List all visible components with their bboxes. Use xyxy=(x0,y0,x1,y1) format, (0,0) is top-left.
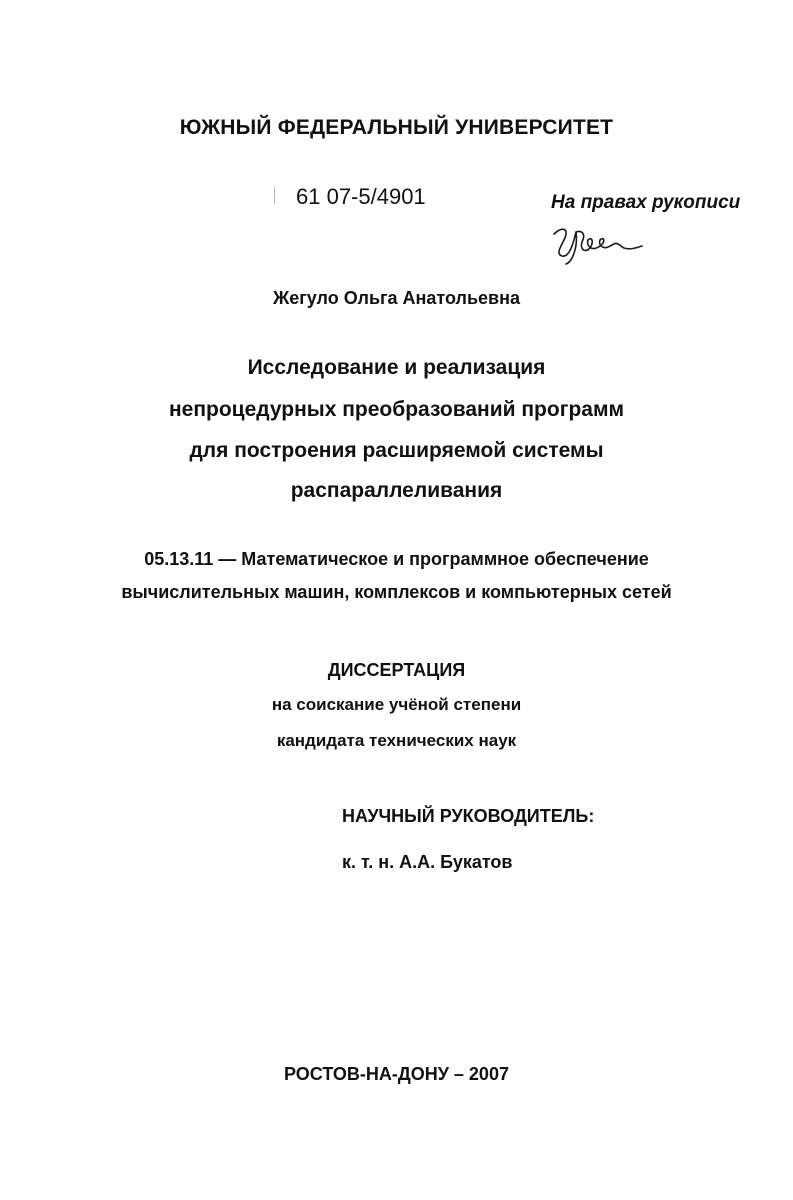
degree-line: кандидата технических наук xyxy=(276,731,517,750)
supervisor-name: к. т. н. А.А. Букатов xyxy=(342,852,513,872)
scan-artifact-mark xyxy=(274,186,275,204)
manuscript-rights-note: На правах рукописи xyxy=(551,192,741,213)
specialty-line: 05.13.11 — Математическое и программное обеспечение xyxy=(144,549,649,569)
university-name: ЮЖНЫЙ ФЕДЕРАЛЬНЫЙ УНИВЕРСИТЕТ xyxy=(179,116,614,139)
city-year: РОСТОВ-НА-ДОНУ – 2007 xyxy=(284,1064,509,1084)
title-line: Исследование и реализация xyxy=(247,356,546,379)
document-type: ДИССЕРТАЦИЯ xyxy=(327,660,466,680)
title-line: для построения расширяемой системы xyxy=(189,439,604,462)
catalog-number: 61 07-5/4901 xyxy=(296,184,426,209)
author-name: Жегуло Ольга Анатольевна xyxy=(273,288,520,308)
degree-line: на соискание учёной степени xyxy=(271,695,522,714)
title-line: распараллеливания xyxy=(290,479,503,502)
specialty-line: вычислительных машин, комплексов и компьютерных сетей xyxy=(121,582,672,602)
title-line: непроцедурных преобразований программ xyxy=(168,398,625,421)
handwritten-signature xyxy=(548,220,648,265)
supervisor-label: НАУЧНЫЙ РУКОВОДИТЕЛЬ: xyxy=(342,806,595,826)
